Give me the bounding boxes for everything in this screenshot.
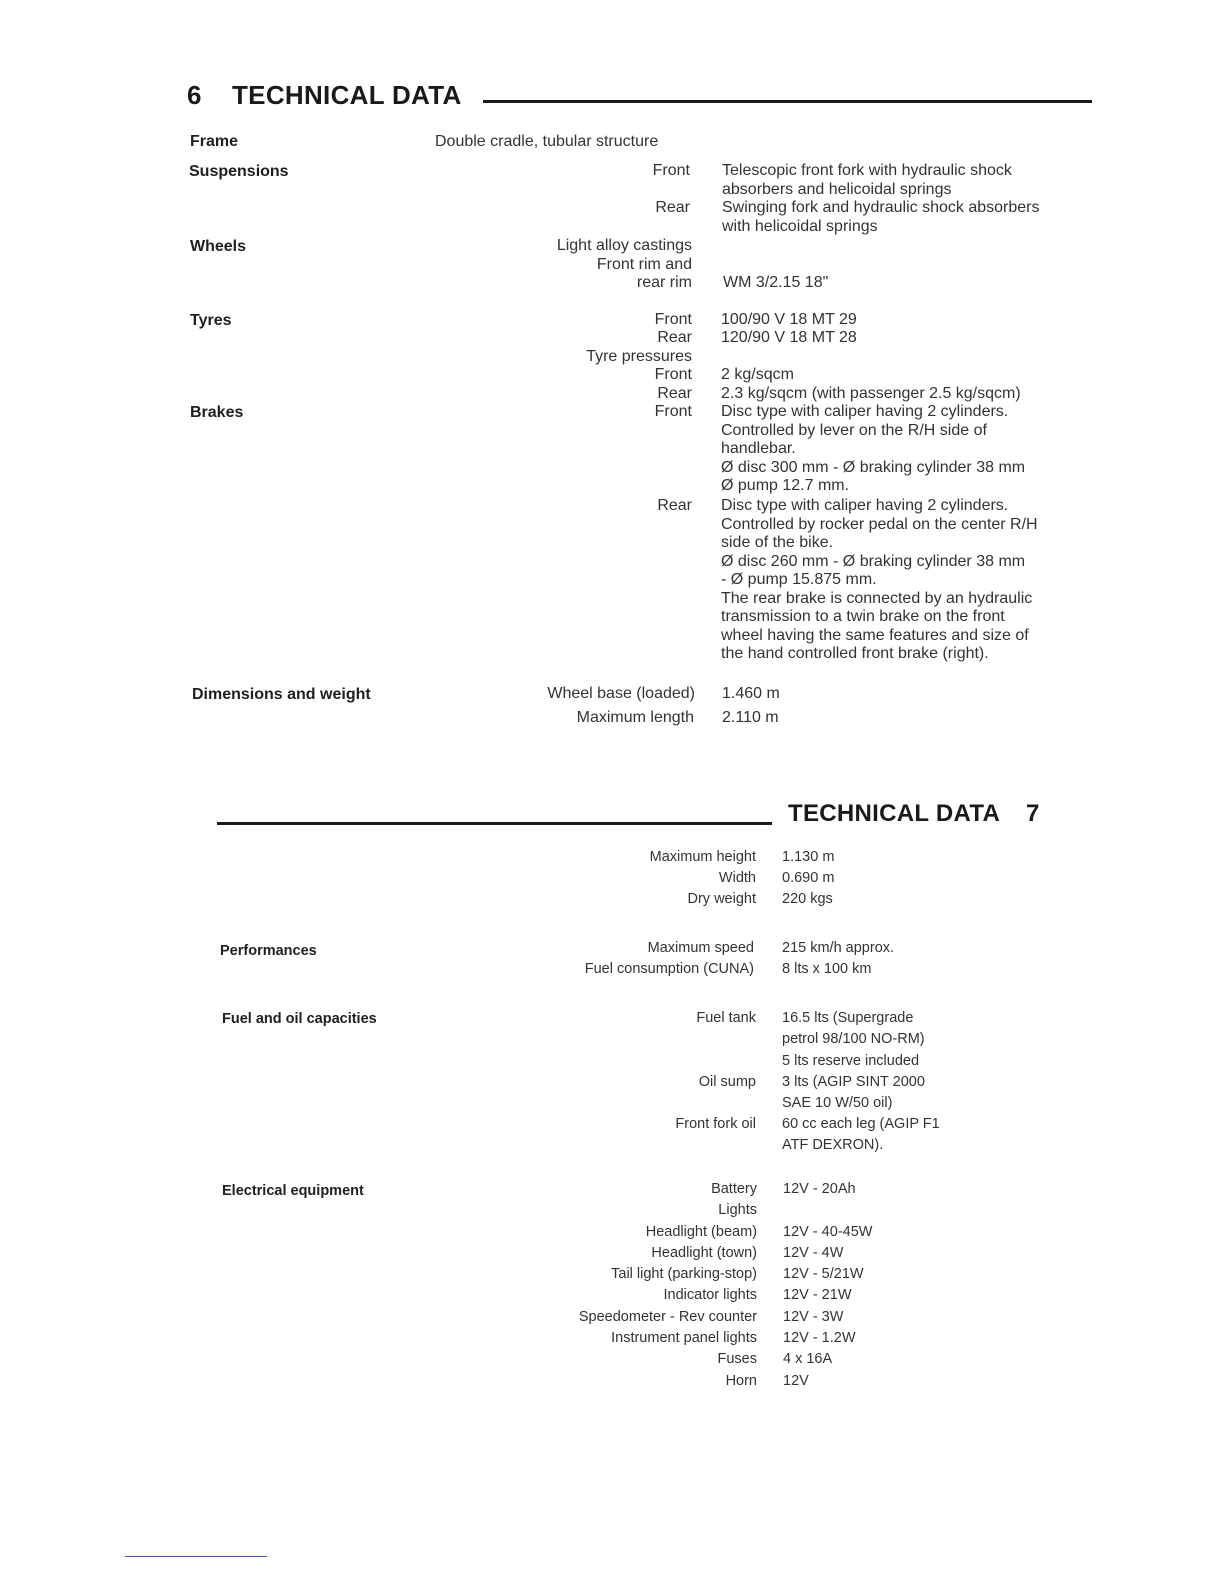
frame-value: Double cradle, tubular structure	[435, 133, 659, 150]
wheelbase-value: 1.460 m	[722, 685, 780, 702]
page-title-2: TECHNICAL DATA	[788, 800, 1001, 827]
max-length-label: Maximum length	[576, 709, 694, 726]
wheels-label: Light alloy castings Front rim and rear rim	[556, 237, 692, 291]
fuel-tank-label: Fuel tank	[696, 1010, 756, 1026]
headlight-town-value: 12V - 4W	[783, 1244, 844, 1261]
pressure-front-value: 2 kg/sqcm	[721, 366, 794, 383]
section-wheels: Wheels	[190, 238, 247, 255]
max-speed-label: Maximum speed	[647, 940, 754, 956]
footer-link-underline	[125, 1556, 267, 1557]
section-dimensions: Dimensions and weight	[192, 686, 371, 703]
tyres-rear-value: 120/90 V 18 MT 28	[721, 329, 857, 346]
section-frame: Frame	[190, 133, 239, 150]
section-brakes: Brakes	[190, 404, 244, 421]
tail-light-value: 12V - 5/21W	[783, 1266, 864, 1283]
fuses-value: 4 x 16A	[783, 1351, 833, 1368]
page-number-7: 7	[1026, 800, 1040, 827]
tyres-front-value: 100/90 V 18 MT 29	[721, 311, 857, 328]
section-electrical: Electrical equipment	[222, 1183, 364, 1199]
header-rule	[483, 100, 1092, 103]
width-value: 0.690 m	[782, 870, 835, 886]
brakes-front-label: Front	[654, 403, 692, 420]
max-speed-value: 215 km/h approx.	[782, 940, 895, 956]
battery-value: 12V - 20Ah	[783, 1181, 856, 1197]
brakes-rear-label: Rear	[657, 497, 692, 514]
section-performances: Performances	[220, 943, 317, 959]
speedometer-value: 12V - 3W	[783, 1308, 844, 1325]
instrument-panel-label: Instrument panel lights	[611, 1330, 757, 1347]
indicator-lights-value: 12V - 21W	[783, 1287, 852, 1304]
wheels-value: WM 3/2.15 18"	[723, 274, 829, 291]
tail-light-label: Tail light (parking-stop)	[611, 1266, 757, 1283]
lights-value	[783, 1200, 872, 1221]
max-length-value: 2.110 m	[722, 709, 779, 726]
instrument-panel-value: 12V - 1.2W	[783, 1330, 856, 1347]
header-rule-2	[217, 822, 772, 825]
page-title: TECHNICAL DATA	[232, 80, 462, 110]
brakes-rear-value: Disc type with caliper having 2 cylinders. Controlled by rocker pedal on the center R/H side of the bike. Ø disc 260 mm - Ø braking cylinder 38 mm - Ø pump 15.875 mm. The rear brake is connected by an hydraulic transmission to a twin brake on the front wheel having the same features and size of the hand controlled front brake (right).	[721, 497, 1038, 662]
pressure-rear-label: Rear	[657, 385, 692, 402]
headlight-beam-value: 12V - 40-45W	[783, 1223, 873, 1240]
headlight-beam-label: Headlight (beam)	[645, 1223, 757, 1240]
electrical-values	[783, 1179, 872, 1392]
section-tyres: Tyres	[190, 312, 232, 329]
susp-front-value: Telescopic front fork with hydraulic shock absorbers and helicoidal springs	[722, 162, 1012, 198]
fuel-tank-value: 16.5 lts (Supergrade petrol 98/100 NO-RM) 5 lts reserve included	[782, 1010, 925, 1069]
horn-label: Horn	[725, 1372, 757, 1389]
tyres-rear-label: Rear	[657, 329, 692, 346]
fuel-consumption-value: 8 lts x 100 km	[782, 961, 872, 977]
electrical-labels	[579, 1179, 757, 1392]
lights-label: Lights	[718, 1202, 757, 1219]
headlight-town-label: Headlight (town)	[651, 1244, 757, 1261]
tyres-front-label: Front	[654, 311, 692, 328]
section-fuel-oil: Fuel and oil capacities	[222, 1011, 377, 1027]
fuses-label: Fuses	[717, 1351, 757, 1368]
max-height-label: Maximum height	[649, 849, 756, 865]
max-height-value: 1.130 m	[782, 849, 835, 865]
pressure-front-label: Front	[654, 366, 692, 383]
indicator-lights-label: Indicator lights	[663, 1287, 757, 1304]
susp-front-label: Front	[652, 162, 690, 179]
section-suspensions: Suspensions	[189, 163, 289, 180]
fork-oil-label: Front fork oil	[675, 1116, 756, 1132]
width-label: Width	[718, 870, 756, 886]
wheelbase-label: Wheel base (loaded)	[547, 685, 695, 702]
tyre-pressures-label: Tyre pressures	[586, 348, 692, 365]
fork-oil-value: 60 cc each leg (AGIP F1 ATF DEXRON).	[782, 1116, 940, 1154]
fuel-consumption-label: Fuel consumption (CUNA)	[584, 961, 754, 977]
speedometer-label: Speedometer - Rev counter	[578, 1308, 757, 1325]
oil-sump-value: 3 lts (AGIP SINT 2000 SAE 10 W/50 oil)	[782, 1074, 925, 1112]
battery-label: Battery	[711, 1181, 757, 1197]
brakes-front-value: Disc type with caliper having 2 cylinders. Controlled by lever on the R/H side of handlebar. Ø disc 300 mm - Ø braking cylinder 38 mm Ø pump 12.7 mm.	[721, 403, 1026, 494]
dry-weight-label: Dry weight	[687, 891, 756, 907]
oil-sump-label: Oil sump	[698, 1074, 756, 1090]
susp-rear-value: Swinging fork and hydraulic shock absorbers with helicoidal springs	[722, 199, 1040, 235]
pressure-rear-value: 2.3 kg/sqcm (with passenger 2.5 kg/sqcm)	[721, 385, 1021, 402]
page-number-6: 6	[187, 80, 202, 110]
dry-weight-value: 220 kgs	[782, 891, 833, 907]
horn-value: 12V	[783, 1372, 809, 1389]
susp-rear-label: Rear	[655, 199, 690, 216]
